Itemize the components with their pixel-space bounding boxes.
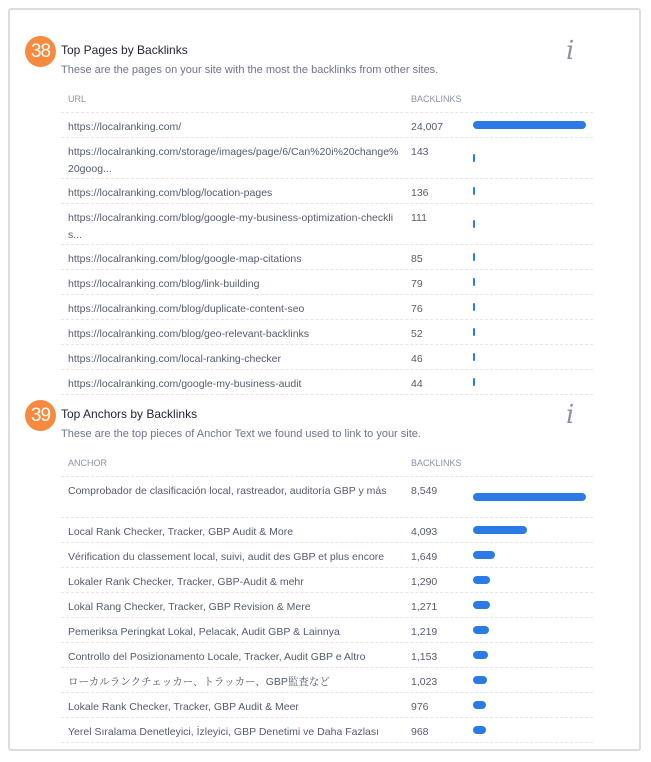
table-row	[61, 618, 593, 643]
row-label: Controllo del Posizionamento Locale, Tracker, Audit GBP e Altro	[68, 651, 366, 663]
report-card	[8, 8, 641, 751]
top-pages-table	[61, 90, 593, 395]
row-label: Lokal Rang Checker, Tracker, GBP Revision & Mere	[68, 601, 311, 613]
row-label: ローカルランクチェッカー、トラッカー、GBP監査など	[68, 676, 330, 688]
section-title: Top Pages by Backlinks	[61, 43, 188, 57]
table-row	[61, 345, 593, 370]
table-header	[61, 90, 593, 113]
backlinks-bar	[473, 551, 495, 559]
backlinks-bar	[473, 278, 475, 286]
row-backlinks-value: 85	[411, 253, 423, 265]
table-row	[61, 477, 593, 518]
row-backlinks-value: 46	[411, 353, 423, 365]
table-row	[61, 204, 593, 245]
backlinks-bar	[473, 187, 475, 195]
backlinks-bar	[473, 601, 490, 609]
row-label: Yerel Sıralama Denetleyici, İzleyici, GBP Denetimi ve Daha Fazlası	[68, 726, 380, 738]
table-row	[61, 643, 593, 668]
table-row	[61, 113, 593, 138]
row-label: Lokale Rank Checker, Tracker, GBP Audit & Meer	[68, 701, 299, 713]
row-backlinks-value: 111	[411, 212, 427, 224]
column-header-backlinks: BACKLINKS	[411, 458, 462, 468]
table-row	[61, 543, 593, 568]
row-backlinks-value: 44	[411, 378, 423, 390]
backlinks-bar	[473, 493, 586, 501]
row-label: https://localranking.com/blog/google-map-citations	[68, 253, 302, 265]
row-backlinks-value: 1,649	[411, 551, 438, 563]
row-label: Lokaler Rank Checker, Tracker, GBP-Audit & mehr	[68, 576, 304, 588]
row-backlinks-value: 52	[411, 328, 423, 340]
row-backlinks-value: 24,007	[411, 121, 444, 133]
row-backlinks-value: 79	[411, 278, 423, 290]
table-row	[61, 320, 593, 345]
backlinks-bar	[473, 378, 475, 386]
row-label: Local Rank Checker, Tracker, GBP Audit & More	[68, 526, 294, 538]
table-row	[61, 593, 593, 618]
row-label: Comprobador de clasificación local, rastreador, auditoría GBP y más	[68, 485, 387, 497]
section-subtitle: These are the pages on your site with the most the backlinks from other sites.	[61, 64, 439, 76]
row-label: Vérification du classement local, suivi, audit des GBP et plus encore	[68, 551, 385, 563]
table-row	[61, 270, 593, 295]
table-row	[61, 295, 593, 320]
row-label: https://localranking.com/local-ranking-checker	[68, 353, 282, 365]
backlinks-bar	[473, 676, 487, 684]
backlinks-bar	[473, 576, 490, 584]
table-row	[61, 179, 593, 204]
row-label: Pemeriksa Peringkat Lokal, Pelacak, Audit GBP & Lainnya	[68, 626, 340, 638]
row-label: https://localranking.com/blog/google-my-business-optimization-checklis...	[68, 212, 394, 241]
row-backlinks-value: 976	[411, 701, 429, 713]
backlinks-bar	[473, 353, 475, 361]
backlinks-bar	[473, 154, 475, 162]
table-row	[61, 370, 593, 395]
table-row	[61, 568, 593, 593]
table-row	[61, 518, 593, 543]
row-label: https://localranking.com/blog/duplicate-content-seo	[68, 303, 305, 315]
backlinks-bar	[473, 220, 475, 228]
backlinks-bar	[473, 701, 486, 709]
row-backlinks-value: 968	[411, 726, 429, 738]
table-row	[61, 718, 593, 743]
row-backlinks-value: 1,023	[411, 676, 438, 688]
row-backlinks-value: 143	[411, 146, 429, 158]
table-row	[61, 668, 593, 693]
column-header-anchor: ANCHOR	[68, 458, 108, 468]
table-row	[61, 245, 593, 270]
backlinks-bar	[473, 626, 489, 634]
backlinks-bar	[473, 651, 488, 659]
row-backlinks-value: 1,290	[411, 576, 438, 588]
row-backlinks-value: 1,219	[411, 626, 438, 638]
row-backlinks-value: 4,093	[411, 526, 438, 538]
backlinks-bar	[473, 253, 475, 261]
column-header-backlinks: BACKLINKS	[411, 94, 462, 104]
section-number-badge: 38	[25, 36, 56, 67]
info-icon[interactable]: i	[566, 400, 575, 430]
backlinks-bar	[473, 726, 486, 734]
section-subtitle: These are the top pieces of Anchor Text we found used to link to your site.	[61, 428, 421, 440]
info-icon[interactable]: i	[566, 36, 575, 66]
row-backlinks-value: 76	[411, 303, 423, 315]
row-backlinks-value: 1,153	[411, 651, 438, 663]
row-backlinks-value: 136	[411, 187, 429, 199]
row-label: https://localranking.com/google-my-business-audit	[68, 378, 302, 390]
row-label: https://localranking.com/blog/geo-relevant-backlinks	[68, 328, 310, 340]
row-label: https://localranking.com/storage/images/page/6/Can%20i%20change%20goog...	[68, 146, 399, 175]
table-row	[61, 138, 593, 179]
row-backlinks-value: 8,549	[411, 485, 438, 497]
backlinks-bar	[473, 303, 475, 311]
backlinks-bar	[473, 526, 527, 534]
backlinks-bar	[473, 121, 586, 129]
column-header-url: URL	[68, 94, 87, 104]
row-backlinks-value: 1,271	[411, 601, 438, 613]
top-anchors-table	[61, 454, 593, 743]
table-row	[61, 693, 593, 718]
row-label: https://localranking.com/blog/location-pages	[68, 187, 273, 199]
row-label: https://localranking.com/	[68, 121, 182, 133]
section-title: Top Anchors by Backlinks	[61, 407, 198, 421]
row-label: https://localranking.com/blog/link-building	[68, 278, 260, 290]
backlinks-bar	[473, 328, 475, 336]
table-header	[61, 454, 593, 477]
section-number-badge: 39	[25, 400, 56, 431]
